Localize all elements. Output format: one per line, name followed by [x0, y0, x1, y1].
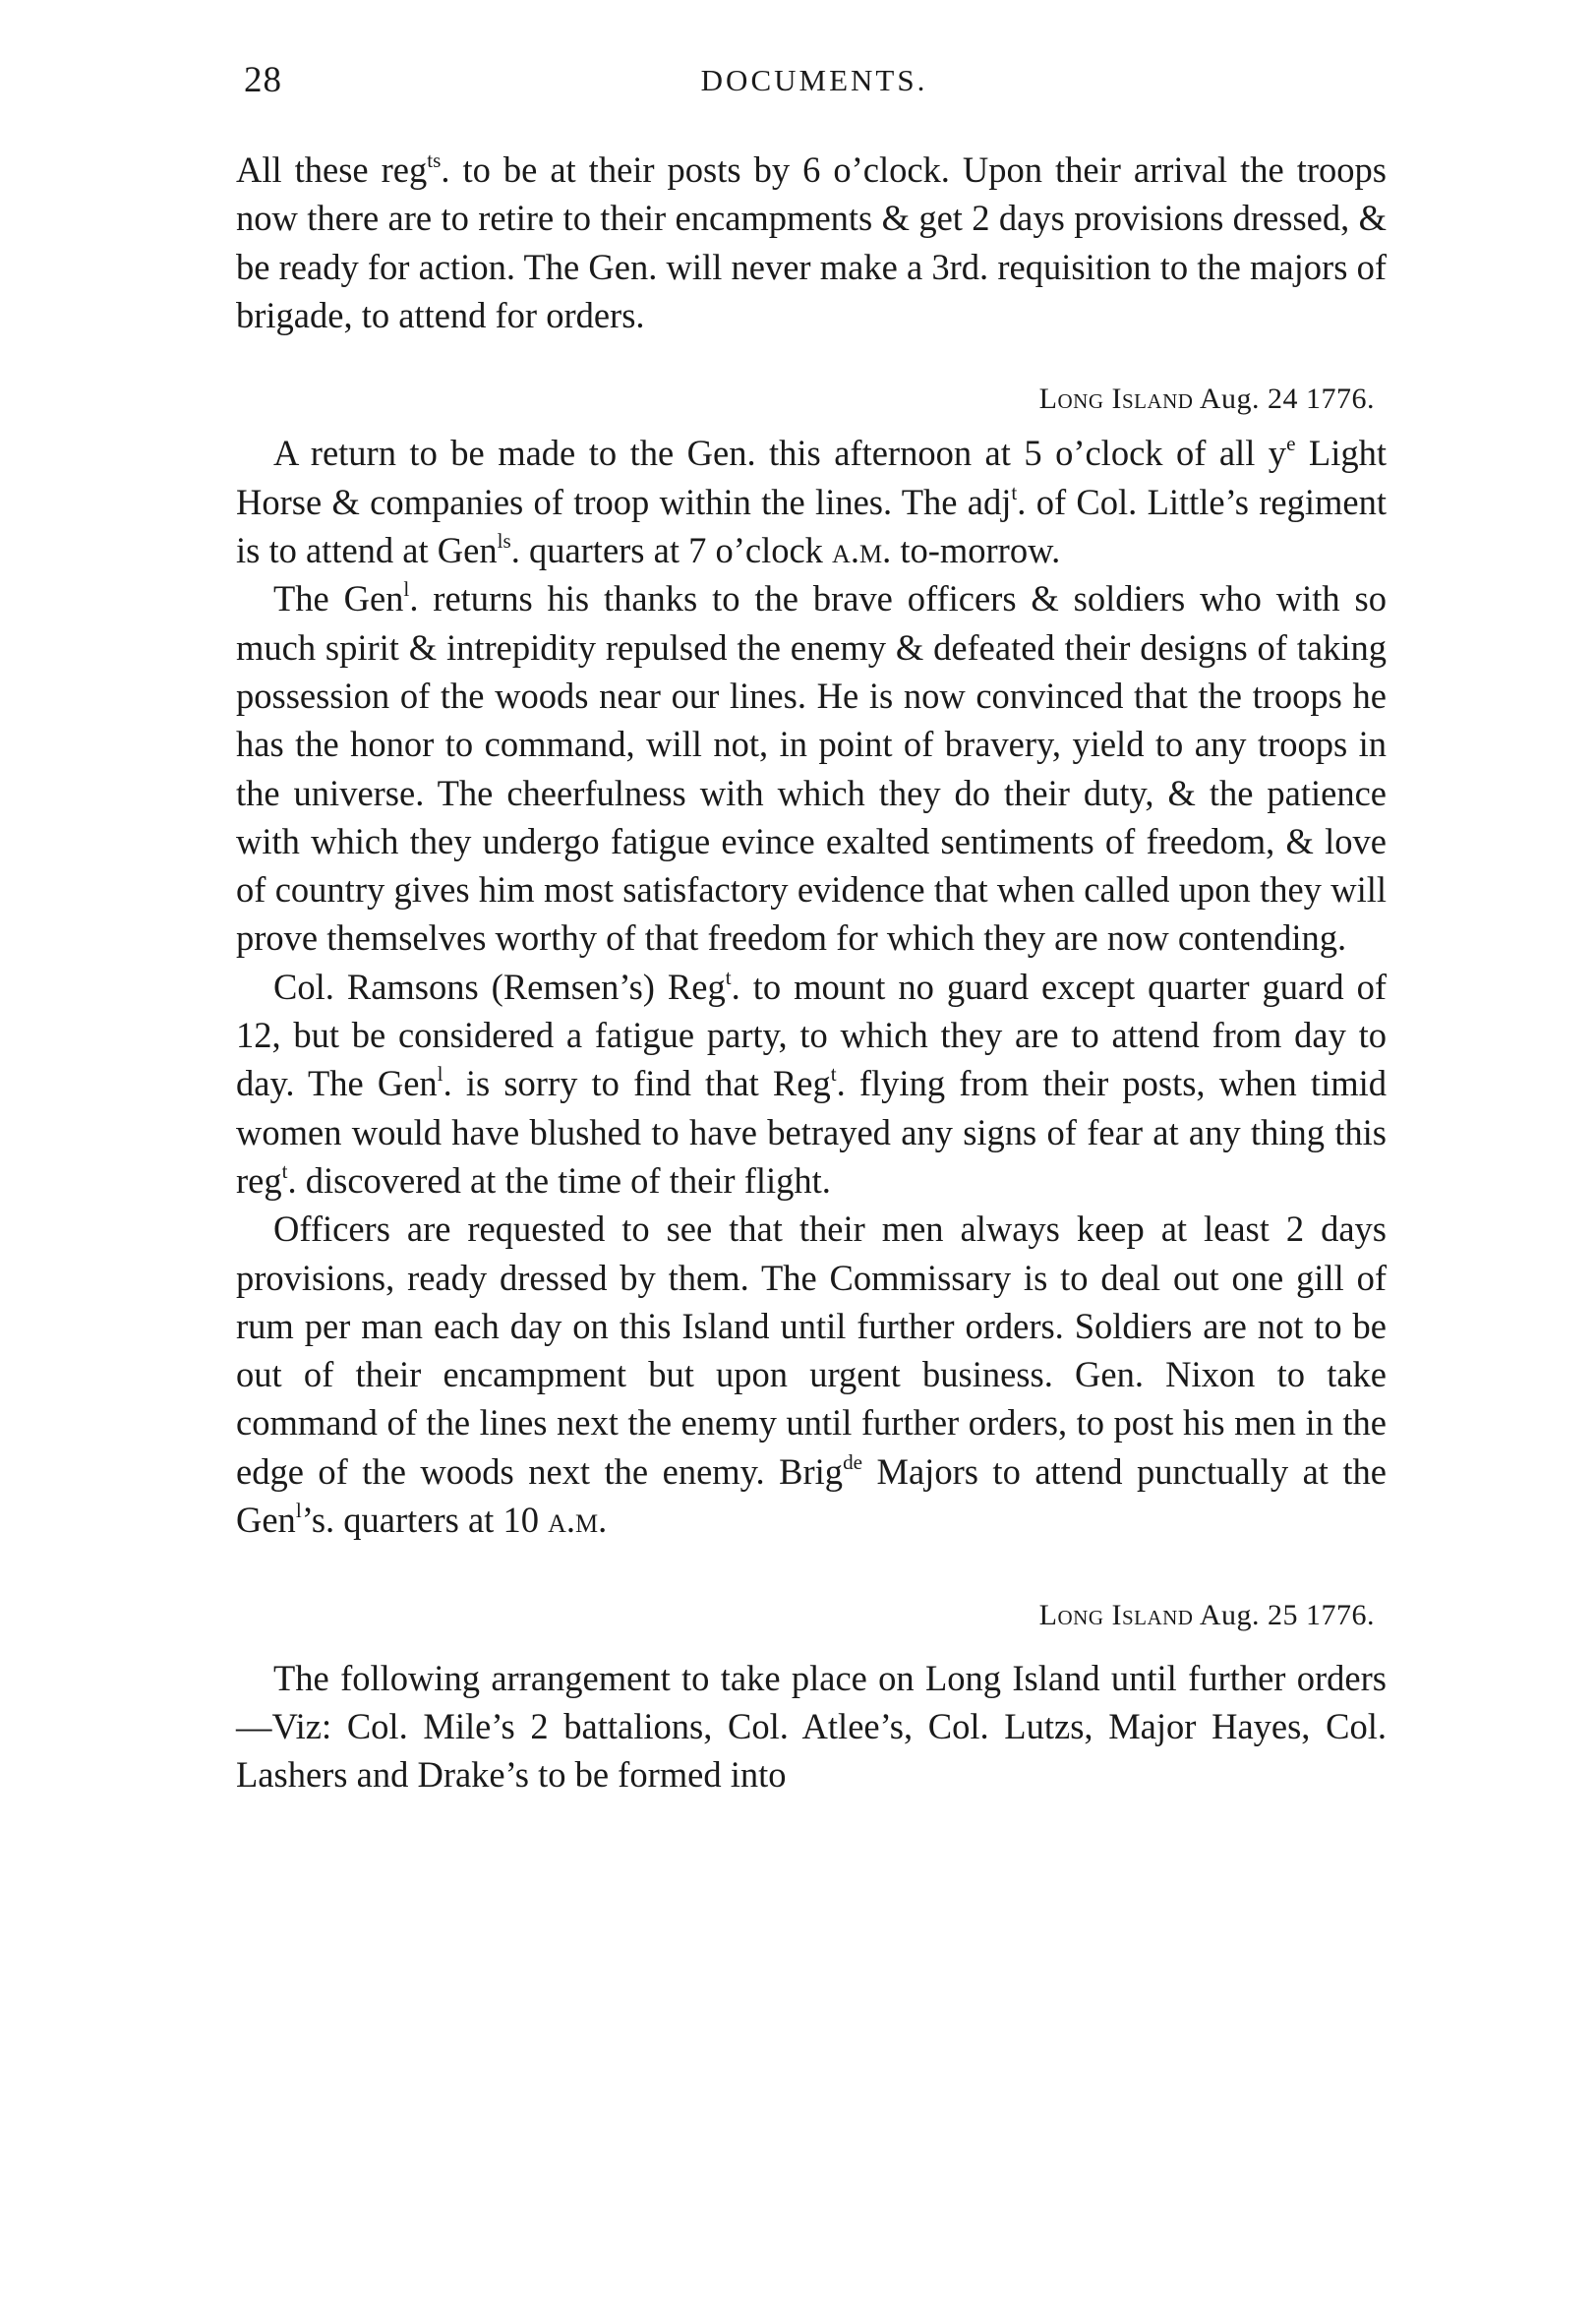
paragraph-remsens-regiment: Col. Ramsons (Remsen’s) Reg$^t$. to mount no guard except quarter guard of 12, but be considered a fatigue party, to which they are to attend from day to day. The Gen$^l$. is sorry to find that Reg$^t$. flying from their posts, when timid women would have blushed to have betrayed any signs of fear at any thing this reg$^t$. discovered at the time of their flight.: [236, 965, 1388, 1201]
paragraph-thanks-to-officers: The Gen$^l$. returns his thanks to the brave officers & soldiers who with so much spirit & intrepidity repulsed the enemy & defeated their designs of taking possession of the woods near our lines. He is now convinced that the troops he has the honor to command, will not, in point of bravery, yield to any troops in the universe. The cheerfulness with which they do their duty, & the patience with which they undergo fatigue evince exalted sentiments of freedom, & love of country gives him most satisfactory evidence that when called upon they will prove themselves worthy of that freedom for which they are now contending.: [236, 577, 1387, 959]
dateline-aug-24: [236, 375, 1387, 423]
dateline-date: Aug. 25 1776.: [1193, 1599, 1375, 1632]
paragraph-arrangement: The following arrangement to take place on Long Island until further orders—Viz: Col. Mile’s 2 battalions, Col. Atlee’s, Col. Lutzs, Major Hayes, Col. Lashers and Drake’s to be formed into: [236, 1657, 1387, 1796]
page-number: 28: [244, 60, 282, 100]
page-header: [244, 59, 1385, 118]
dateline-place: Long Island: [1038, 383, 1194, 416]
dateline-place: Long Island: [1038, 1599, 1194, 1632]
dateline-date: Aug. 24 1776.: [1193, 383, 1375, 416]
paragraph-light-horse-return: A return to be made to the Gen. this afternoon at 5 o’clock of all $y^e$ Light Horse & companies of troop within the lines. The adj$^t$. of Col. Little’s regiment is to attend at Gen$^{ls}$. quarters at 7 o’clock a.m. to-morrow.: [236, 432, 1387, 571]
paragraph-regiments-posts: All these reg$^{ts}$. to be at their posts by 6 o’clock. Upon their arrival the troops now there are to retire to their encampments & get 2 days provisions dressed, & be ready for action. The Gen. will never make a 3rd. requisition to the majors of brigade, to attend for orders.: [236, 148, 1387, 335]
dateline-aug-25: [236, 1591, 1387, 1639]
paragraph-officers-provisions: Officers are requested to see that their men always keep at least 2 days provisions, ready dressed by them. The Commissary is to deal out one gill of rum per man each day on this Island until further orders. Soldiers are not to be out of their encampment but upon urgent business. Gen. Nixon to take command of the lines next the enemy until further orders, to post his men in the edge of the woods next the enemy. Brig$^{de}$ Majors to attend punctually at the Gen$^l$’s. quarters at 10 a.m.: [236, 1208, 1387, 1541]
running-title: DOCUMENTS.: [700, 63, 928, 97]
document-body: [236, 146, 1387, 1799]
